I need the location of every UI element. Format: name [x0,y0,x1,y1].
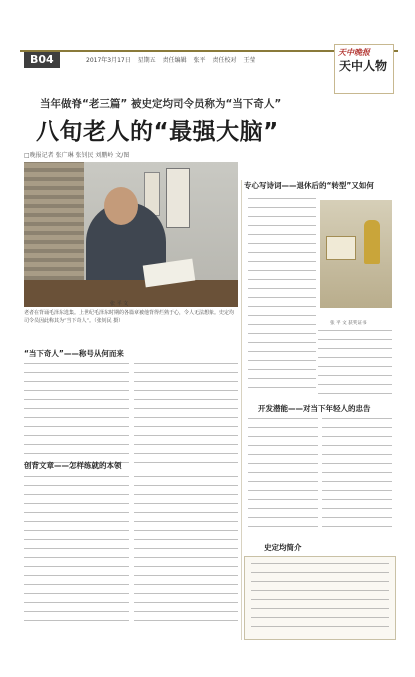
award-caption: 张 平 文 获奖证书 [330,321,367,326]
section-heading: 开发潜能——对当下年轻人的忠告 [258,404,371,413]
certificate [326,236,356,260]
left-section-2 [24,460,238,471]
issue-meta [86,55,260,64]
proofreader-name: 王莹 [243,57,256,64]
person-head [104,187,138,225]
editor-label: 责任编辑 [162,57,187,64]
right-body-col-b [318,330,392,402]
right-body-col-d [322,418,392,535]
right-body-col-a [248,198,316,396]
bio-heading: 史定均简介 [264,543,302,552]
trophy-icon [364,220,380,264]
left-body-col-a [24,363,129,471]
left-body-col-c [24,476,129,629]
section-heading: 专心写诗词——退休后的“转型”又如何 [244,181,374,190]
calligraphy-scroll [166,168,190,228]
bio-box [244,556,396,640]
newspaper-logo: 天中晚报 [338,47,370,57]
editor-name: 张平 [193,57,206,64]
issue-date: 2017年3月17日 [86,57,131,64]
right-body-col-c [248,418,318,535]
left-body-col-d [134,476,238,629]
photo-caption: 老者在背诵毛泽东选集。上世纪毛泽东时期的各篇章被他背得烂熟于心，令人无法想象。史定均司令员因此称其为“当下奇人”。（张钊民 摄） [24,310,235,324]
page-number-badge: B04 [24,52,60,68]
desk [24,280,238,307]
article-subtitle: 当年做脊“老三篇” 被史定均司令员称为“当下奇人” [40,98,282,110]
article-byline: □晚报记者 张广琳 张钊民 刘鹏岭 文/图 [24,152,130,159]
column-name: 天中人物 [339,59,388,73]
left-body-col-b [134,363,238,471]
article-headline: 八旬老人的“最强大脑” [36,119,279,145]
section-heading: 创背文章——怎样练就的本领 [24,461,122,470]
photo-label: 张 平 文 [110,301,129,307]
award-photo [320,200,392,308]
portrait-photo [24,162,238,307]
column-divider [241,180,242,640]
proofreader-label: 责任校对 [212,57,237,64]
issue-weekday: 星期五 [137,57,156,64]
section-heading: “当下奇人”——称号从何而来 [24,349,124,358]
right-section-2 [258,403,371,414]
bio-text [245,557,395,627]
left-section-1 [24,348,238,359]
